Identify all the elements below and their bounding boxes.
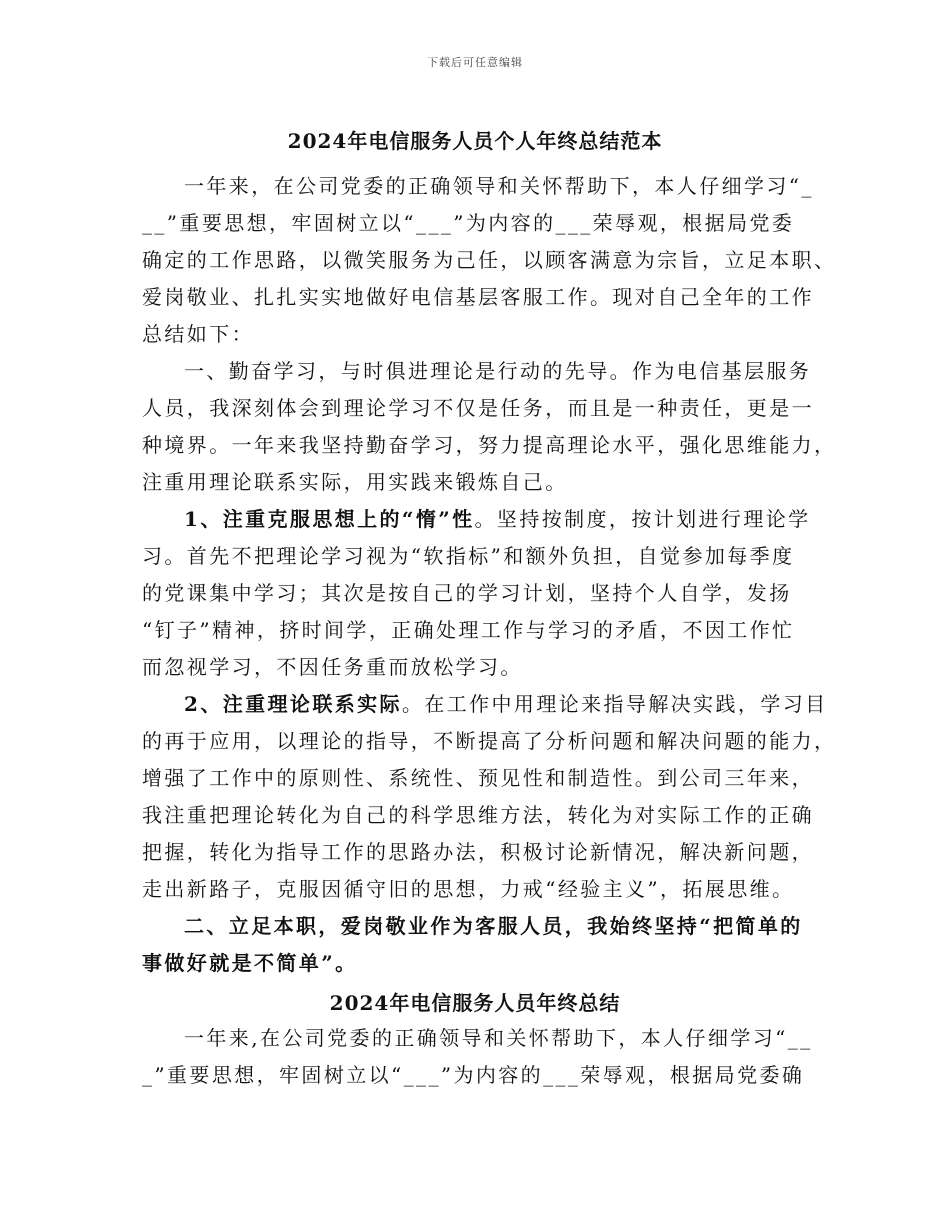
text-line: “钉子”精神，挤时间学，正确处理工作与学习的矛盾，不因工作忙 bbox=[142, 618, 795, 642]
paragraph-point-one bbox=[142, 501, 822, 686]
text-line: 习。首先不把理论学习视为“软指标”和额外负担，自觉参加每季度 bbox=[142, 544, 795, 568]
text-line: 我注重把理论转化为自己的科学思维方法，转化为对实际工作的正确 bbox=[142, 803, 814, 827]
text-line: 把握，转化为指导工作的思路办法，积极讨论新情况，解决新问题， bbox=[142, 840, 814, 864]
paragraph-section-one bbox=[142, 353, 837, 501]
text-line bbox=[142, 501, 822, 538]
text-line: 的再于应用，以理论的指导，不断提高了分析问题和解决问题的能力， bbox=[142, 729, 837, 753]
header-note: 下载后可任意编辑 bbox=[427, 56, 523, 69]
text-line: 一年来,在公司党委的正确领导和关怀帮助下，本人仔细学习“__ bbox=[184, 1026, 813, 1050]
text-line: 一、勤奋学习，与时俱进理论是行动的先导。作为电信基层服务 bbox=[184, 359, 812, 383]
text-run: 。在工作中用理论来指导解决实践，学习目 bbox=[401, 692, 828, 716]
second-title: 2024年电信服务人员年终总结 bbox=[329, 991, 621, 1015]
text-line: _”重要思想，牢固树立以“___”为内容的___荣辱观，根据局党委确 bbox=[142, 1063, 805, 1087]
text-line: 人员，我深刻体会到理论学习不仅是任务，而且是一种责任，更是一 bbox=[142, 396, 814, 420]
paragraph-intro bbox=[142, 168, 837, 353]
text-line: 增强了工作中的原则性、系统性、预见性和制造性。到公司三年来， bbox=[142, 766, 814, 790]
paragraph-second-intro bbox=[142, 1020, 822, 1094]
text-line: 种境界。一年来我坚持勤奋学习，努力提高理论水平，强化思维能力， bbox=[142, 433, 837, 457]
text-run: 。坚持按制度，按计划进行理论学 bbox=[474, 507, 811, 531]
text-line: 确定的工作思路，以微笑服务为己任，以顾客满意为宗旨，立足本职、 bbox=[142, 248, 837, 272]
text-line: 总结如下： bbox=[142, 322, 254, 346]
bold-heading: 2、注重理论联系实际 bbox=[184, 692, 402, 716]
text-line: __”重要思想，牢固树立以“___”为内容的___荣辱观，根据局党委 bbox=[142, 211, 795, 235]
document-title: 2024年电信服务人员个人年终总结范本 bbox=[287, 129, 663, 153]
text-line: 一年来，在公司党委的正确领导和关怀帮助下，本人仔细学习“_ bbox=[184, 174, 814, 198]
text-line bbox=[142, 686, 828, 723]
paragraph-point-two bbox=[142, 686, 837, 908]
bold-heading: 1、注重克服思想上的“惰”性 bbox=[184, 507, 475, 531]
text-line: 事做好就是不简单”。 bbox=[142, 951, 358, 975]
text-line: 爱岗敬业、扎扎实实地做好电信基层客服工作。现对自己全年的工作 bbox=[142, 285, 814, 309]
text-line: 的党课集中学习；其次是按自己的学习计划，坚持个人自学，发扬 bbox=[142, 581, 792, 605]
text-line: 走出新路子，克服因循守旧的思想，力戒“经验主义”，拓展思维。 bbox=[142, 877, 795, 901]
text-line: 二、立足本职，爱岗敬业作为客服人员，我始终坚持“把简单的 bbox=[184, 914, 803, 938]
text-line: 而忽视学习，不因任务重而放松学习。 bbox=[142, 655, 523, 679]
paragraph-section-two bbox=[142, 908, 822, 982]
text-line: 注重用理论联系实际，用实践来锻炼自己。 bbox=[142, 470, 568, 494]
